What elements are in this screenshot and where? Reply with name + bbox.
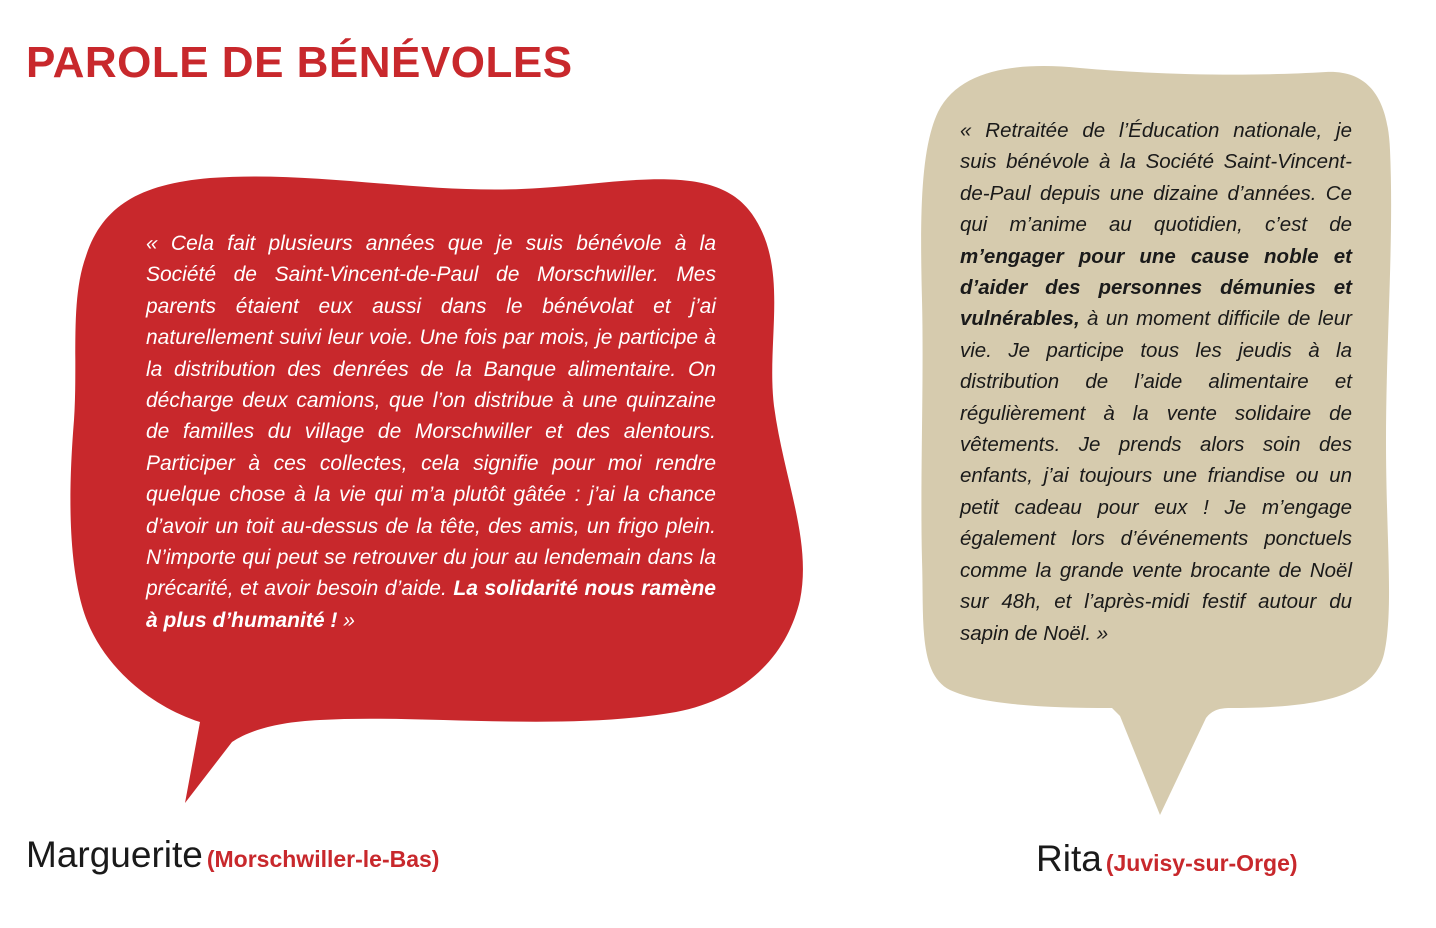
testimonial-quote-rita: [960, 115, 1352, 649]
volunteer-place: (Juvisy-sur-Orge): [1105, 850, 1298, 876]
signature-rita: [1036, 838, 1298, 880]
volunteer-name: Rita: [1036, 838, 1102, 879]
quote-text: « Retraitée de l’Éducation nationale, je suis bénévole à la Société Saint-Vincent-de-Paul depuis une dizaine d’années. Ce qui m’anime au quotidien, c’est de: [960, 119, 1352, 237]
page-title: PAROLE DE BÉNÉVOLES: [26, 38, 573, 87]
quote-end: »: [337, 608, 355, 632]
signature-marguerite: [26, 834, 439, 876]
quote-text: « Cela fait plusieurs années que je suis bénévole à la Société de Saint-Vincent-de-Paul de Morschwiller. Mes parents étaient eux aussi dans le bénévolat et j’ai naturellement suivi leur voie. Une fois par mois, je participe à la distribution des denrées de la Banque alimentaire. On décharge deux camions, que l’on distribue à une quinzaine de familles du village de Morschwiller et des alentours. Participer à ces collectes, cela signifie pour moi rendre quelque chose à la vie qui m’a plutôt gâtée : j’ai la chance d’avoir un toit au-dessus de la tête, des amis, un frigo plein. N’importe qui peut se retrouver du jour au lendemain dans la précarité, et avoir besoin d’aide.: [146, 232, 716, 601]
testimonial-quote-marguerite: [146, 228, 716, 636]
quote-bold: La solidarité nous ramène à plus d’humanité !: [146, 577, 716, 632]
quote-bold: m’engager pour une cause noble et d’aider des personnes démunies et vulnérables,: [960, 244, 1352, 331]
volunteer-name: Marguerite: [26, 834, 203, 875]
volunteer-place: (Morschwiller-le-Bas): [206, 846, 440, 872]
quote-end: à un moment difficile de leur vie. Je participe tous les jeudis à la distribution de l’aide alimentaire et régulièrement à la vente solidaire de vêtements. Je prends alors soin des enfants, j’ai toujours une friandise ou un petit cadeau pour eux ! Je m’engage également lors d’événements ponctuels comme la grande vente brocante de Noël sur 48h, et l’après-midi festif autour du sapin de Noël. »: [960, 307, 1352, 645]
